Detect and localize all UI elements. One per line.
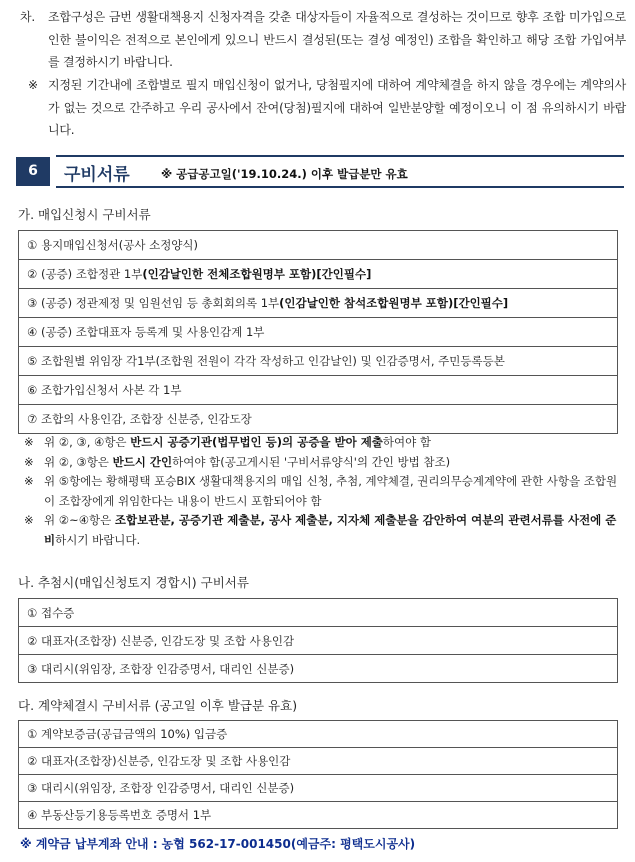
ga-document-table (18, 230, 618, 434)
section-bottom-rule (56, 186, 624, 188)
table-cell: ① 계약보증금(공급금액의 10%) 입금증 (19, 721, 618, 748)
payment-account-note: ※ 계약금 납부계좌 안내 : 농협 562-17-001450(예금주: 평택도시공사) (20, 837, 416, 851)
table-row (19, 289, 618, 318)
na-document-table (18, 598, 618, 683)
table-row (19, 627, 618, 655)
item-text: ⑥ 조합가입신청서 사본 각 1부 (27, 383, 182, 397)
list-item (24, 453, 624, 473)
section-header (16, 155, 624, 188)
cha-marker: 차. (20, 10, 36, 24)
table-cell (19, 231, 618, 260)
item-text: ④ (공증) 조합대표자 등록계 및 사용인감계 1부 (27, 325, 265, 339)
table-row (19, 376, 618, 405)
table-row (19, 802, 618, 829)
table-cell (19, 318, 618, 347)
note-body (44, 511, 624, 550)
note-text-end: 하여야 함(공고게시된 '구비서류양식'의 간인 방법 참조) (172, 454, 451, 469)
na-heading: 나. 추첨시(매입신청토지 경합시) 구비서류 (18, 575, 249, 590)
note-marker: ※ (28, 78, 38, 92)
section-number: 6 (16, 157, 50, 186)
list-item (24, 511, 624, 550)
note-text: 위 ②, ③항은 (44, 454, 113, 469)
note-bold-text: 조합보관분, 공증기관 제출분, 공사 제출분, 지자체 제출분을 감안하여 여분의 관련서류를 사전에 준비 (44, 513, 617, 547)
section-validity-note: ※ 공급공고일('19.10.24.) 이후 발급분만 유효 (161, 167, 408, 181)
note-bold-text: 반드시 공증기관(법무법인 등)의 공증을 받아 제출 (130, 435, 383, 449)
item-text: ⑦ 조합의 사용인감, 조합장 신분증, 인감도장 (27, 412, 252, 426)
table-cell: ④ 부동산등기용등록번호 증명서 1부 (19, 802, 618, 829)
section-top-rule (56, 155, 624, 157)
note-text-end: 하시기 바랍니다. (55, 532, 141, 547)
table-cell (19, 376, 618, 405)
note-bold-text: 반드시 간인 (112, 454, 173, 469)
table-row (19, 318, 618, 347)
note-text: 위 ②, ③, ④항은 (44, 435, 131, 449)
note-body (44, 453, 450, 473)
da-heading: 다. 계약체결시 구비서류 (공고일 이후 발급분 유효) (18, 698, 298, 713)
table-cell: ③ 대리시(위임장, 조합장 인감증명서, 대리인 신분증) (19, 655, 618, 683)
table-row (19, 231, 618, 260)
table-row (19, 599, 618, 627)
table-cell: ② 대표자(조합장) 신분증, 인감도장 및 조합 사용인감 (19, 627, 618, 655)
table-row (19, 721, 618, 748)
list-item (24, 433, 624, 453)
table-cell: ③ 대리시(위임장, 조합장 인감증명서, 대리인 신분증) (19, 775, 618, 802)
table-cell: ② 대표자(조합장)신분증, 인감도장 및 조합 사용인감 (19, 748, 618, 775)
item-text: ③ (공증) 정관제정 및 임원선임 등 총회회의록 1부 (27, 296, 280, 310)
table-cell (19, 289, 618, 318)
ga-heading: 가. 매입신청시 구비서류 (18, 207, 151, 222)
note-paragraph: 지정된 기간내에 조합별로 필지 매입신청이 없거나, 당첨필지에 대하여 계약체결을 하지 않을 경우에는 계약의사가 없는 것으로 간주하고 우리 공사에서 잔여(당첨)필지에 대하여 일반분양할 예정이오니 이 점 유의하시기 바랍니다. (48, 78, 626, 137)
item-bold-text: (인감날인한 전체조합원명부 포함)[간인필수] (142, 267, 372, 281)
da-document-table (18, 720, 618, 829)
table-row (19, 347, 618, 376)
note-marker: ※ (24, 474, 34, 488)
table-row (19, 655, 618, 683)
item-text: ① 용지매입신청서(공사 소정양식) (27, 238, 199, 252)
note-text: 위 ⑤항에는 황해평택 포승BIX 생활대책용지의 매입 신청, 추첨, 계약체결, 권리의무승계계약에 관한 사항을 조합원이 조합장에게 위임한다는 내용이 반드시 포함되어야 함 (44, 474, 618, 508)
table-cell (19, 260, 618, 289)
table-row (19, 260, 618, 289)
ga-notes (24, 433, 624, 550)
table-cell (19, 405, 618, 434)
section-title: 구비서류 (64, 165, 130, 185)
item-text: ② (공증) 조합정관 1부 (27, 267, 143, 281)
note-text: 위 ②~④항은 (44, 513, 115, 527)
item-text: ⑤ 조합원별 위임장 각1부(조합원 전원이 각각 작성하고 인감날인) 및 인감증명서, 주민등록등본 (27, 354, 505, 368)
table-cell (19, 347, 618, 376)
note-body (44, 433, 431, 453)
note-marker: ※ (24, 513, 34, 527)
note-marker: ※ (24, 435, 34, 449)
item-bold-text: (인감날인한 참석조합원명부 포함)[간인필수] (279, 296, 509, 310)
note-text-end: 하여야 함 (382, 435, 432, 449)
cha-paragraph: 조합구성은 금번 생활대책용지 신청자격을 갖춘 대상자들이 자율적으로 결성하는 것이므로 향후 조합 미가입으로 인한 불이익은 전적으로 본인에게 있으니 반드시 결성된(또는 결성 예정인) 조합을 확인하고 해당 조합 가입여부를 결정하시기 바랍니다. (48, 10, 626, 69)
note-body (44, 472, 624, 511)
table-cell: ① 접수증 (19, 599, 618, 627)
table-row (19, 405, 618, 434)
table-row (19, 748, 618, 775)
note-marker: ※ (24, 454, 34, 469)
list-item (24, 472, 624, 511)
table-row (19, 775, 618, 802)
